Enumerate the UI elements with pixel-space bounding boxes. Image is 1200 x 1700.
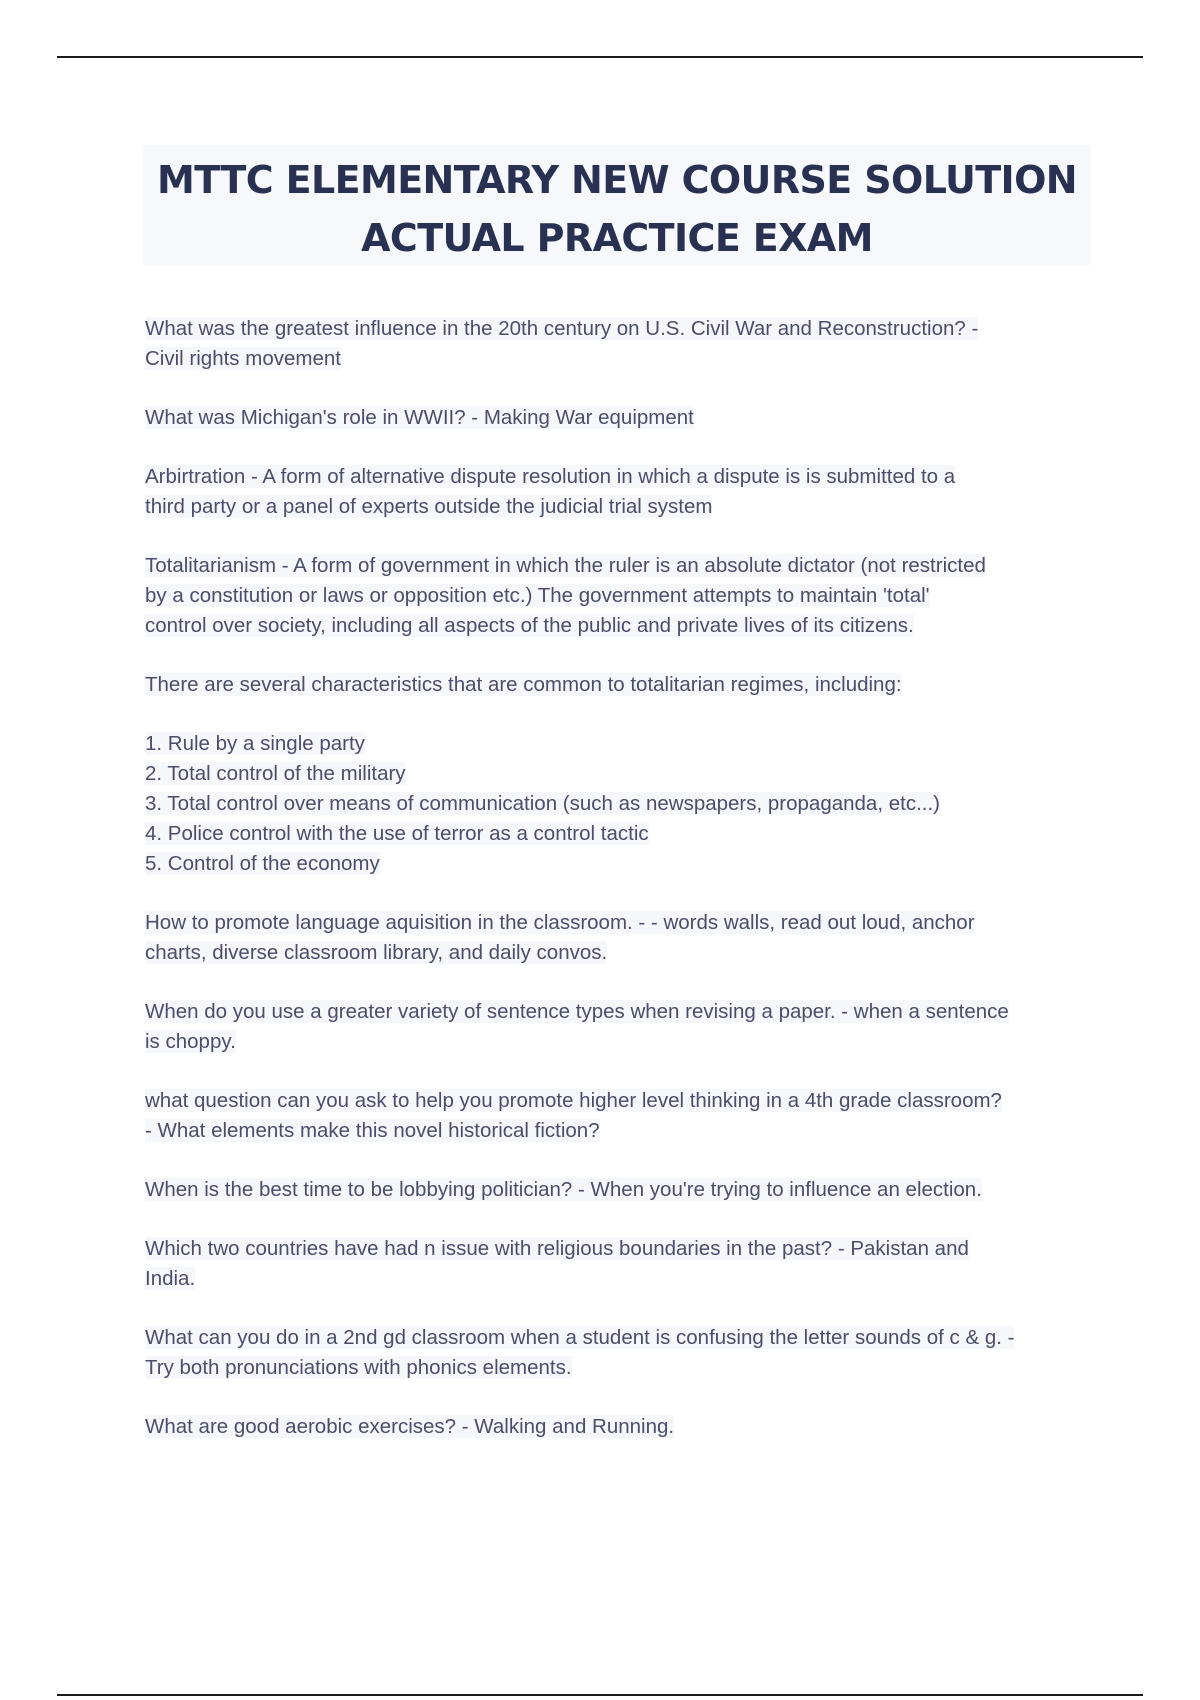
- bottom-rule: [57, 1694, 1143, 1696]
- qa-entry: Arbirtration - A form of alternative dispute resolution in which a dispute is is submitted to a third party or a panel of experts outside the judicial trial system: [145, 465, 956, 518]
- qa-entry: What was Michigan's role in WWII? - Making War equipment: [145, 406, 694, 429]
- document-body: [145, 314, 1093, 1471]
- qa-entry: When do you use a greater variety of sentence types when revising a paper. - when a sentence is choppy.: [145, 1000, 1009, 1053]
- list-item: 2. Total control of the military: [145, 762, 406, 785]
- qa-entry: What are good aerobic exercises? - Walking and Running.: [145, 1415, 675, 1438]
- qa-entry: What can you do in a 2nd gd classroom when a student is confusing the letter sounds of c & g. - Try both pronunciations with phonics elements.: [145, 1326, 1015, 1379]
- characteristics-list: [145, 729, 1093, 879]
- list-item: 5. Control of the economy: [145, 852, 380, 875]
- qa-entry: What was the greatest influence in the 20th century on U.S. Civil War and Reconstruction? - Civil rights movement: [145, 317, 979, 370]
- top-rule: [57, 56, 1143, 58]
- document-title: [143, 145, 1091, 265]
- qa-entry: When is the best time to be lobbying politician? - When you're trying to influence an election.: [145, 1178, 982, 1201]
- list-item: 3. Total control over means of communication (such as newspapers, propaganda, etc...): [145, 792, 940, 815]
- list-intro: There are several characteristics that are common to totalitarian regimes, including:: [145, 673, 902, 696]
- title-line-2: ACTUAL PRACTICE EXAM: [361, 216, 873, 260]
- qa-entry: How to promote language aquisition in the classroom. - - words walls, read out loud, anchor charts, diverse classroom library, and daily convos.: [145, 911, 975, 964]
- qa-entry: Totalitarianism - A form of government in which the ruler is an absolute dictator (not restricted by a constitution or laws or opposition etc.) The government attempts to maintain 'total' control over society, including all aspects of the public and private lives of its citizens.: [145, 554, 986, 637]
- qa-entry: what question can you ask to help you promote higher level thinking in a 4th grade classroom? - What elements make this novel historical fiction?: [145, 1089, 1002, 1142]
- list-item: 1. Rule by a single party: [145, 732, 365, 755]
- qa-entry: Which two countries have had n issue with religious boundaries in the past? - Pakistan and India.: [145, 1237, 969, 1290]
- title-line-1: MTTC ELEMENTARY NEW COURSE SOLUTION: [157, 158, 1077, 202]
- list-item: 4. Police control with the use of terror as a control tactic: [145, 822, 649, 845]
